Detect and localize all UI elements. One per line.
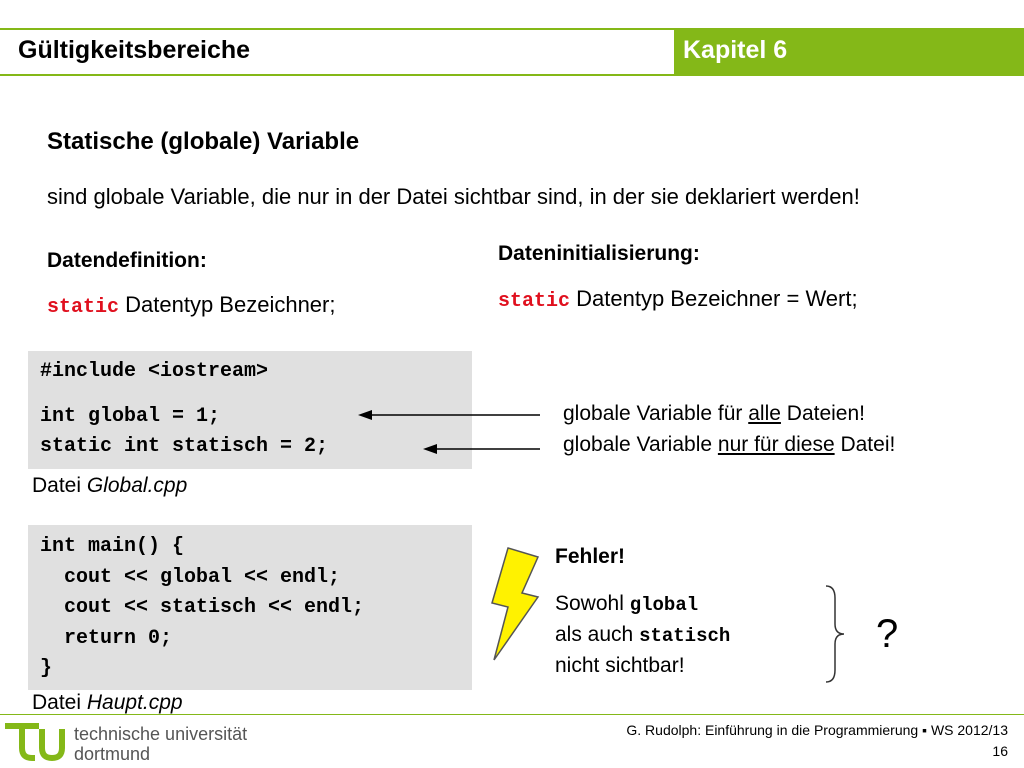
file-label-global [32, 474, 187, 498]
page-number: 16 [992, 743, 1008, 759]
arrows-graphic [340, 400, 545, 460]
section-intro: sind globale Variable, die nur in der Datei sichtbar sind, in der sie deklariert werden! [47, 184, 860, 209]
definition-syntax [47, 292, 335, 319]
lightning-icon [488, 545, 544, 663]
definition-heading: Datendefinition: [47, 249, 207, 272]
logo-line: dortmund [74, 744, 151, 764]
initialization-heading: Dateninitialisierung: [498, 242, 700, 265]
error-line-2 [555, 623, 730, 647]
error-line-3: nicht sichtbar! [555, 654, 685, 677]
file-label-prefix: Datei [32, 474, 82, 497]
error-code: statisch [639, 625, 731, 647]
note-underlined: alle [748, 402, 781, 425]
note-statisch [563, 433, 895, 457]
code-line: cout << global << endl; [40, 566, 341, 589]
code-line: #include <iostream> [40, 360, 269, 383]
error-line-1 [555, 592, 698, 616]
code-line: int main() { [40, 535, 185, 558]
file-label-name: Global.cpp [86, 474, 188, 497]
initialization-rest: Datentyp Bezeichner = Wert; [576, 286, 858, 311]
footer-credit: G. Rudolph: Einführung in die Programmierung ▪ WS 2012/13 [626, 722, 1008, 738]
chapter-label: Kapitel 6 [683, 36, 788, 64]
note-underlined: nur für diese [717, 433, 835, 456]
arrow-head-icon [423, 444, 437, 454]
note-text: Dateien! [780, 402, 865, 425]
file-label-haupt [32, 691, 183, 715]
file-label-prefix: Datei [32, 691, 82, 714]
code-line: cout << statisch << endl; [40, 596, 365, 619]
university-logo-text [74, 724, 247, 764]
header-rule-bottom [0, 74, 1024, 76]
code-line: int global = 1; [40, 405, 221, 428]
definition-rest: Datentyp Bezeichner; [125, 292, 336, 317]
file-label-name: Haupt.cpp [86, 691, 183, 714]
error-code: global [629, 594, 699, 616]
arrow-head-icon [358, 410, 372, 420]
initialization-keyword: static [498, 290, 571, 313]
code-line: } [40, 657, 53, 680]
note-global [563, 402, 865, 426]
code-line: return 0; [40, 627, 173, 650]
tu-logo-icon [4, 718, 68, 764]
definition-keyword: static [47, 296, 120, 319]
brace-icon [822, 584, 850, 684]
question-mark: ? [876, 612, 899, 656]
section-heading: Statische (globale) Variable [47, 128, 360, 155]
note-text: globale Variable für [563, 402, 749, 425]
error-text: Sowohl [555, 592, 630, 615]
logo-line: technische universität [74, 724, 248, 744]
note-text: Datei! [834, 433, 896, 456]
footer-rule [0, 714, 1024, 715]
error-text: als auch [555, 623, 640, 646]
initialization-syntax [498, 286, 858, 313]
code-line: static int statisch = 2; [40, 435, 329, 458]
error-title: Fehler! [555, 545, 626, 568]
slide-title: Gültigkeitsbereiche [18, 36, 251, 64]
note-text: globale Variable [563, 433, 718, 456]
